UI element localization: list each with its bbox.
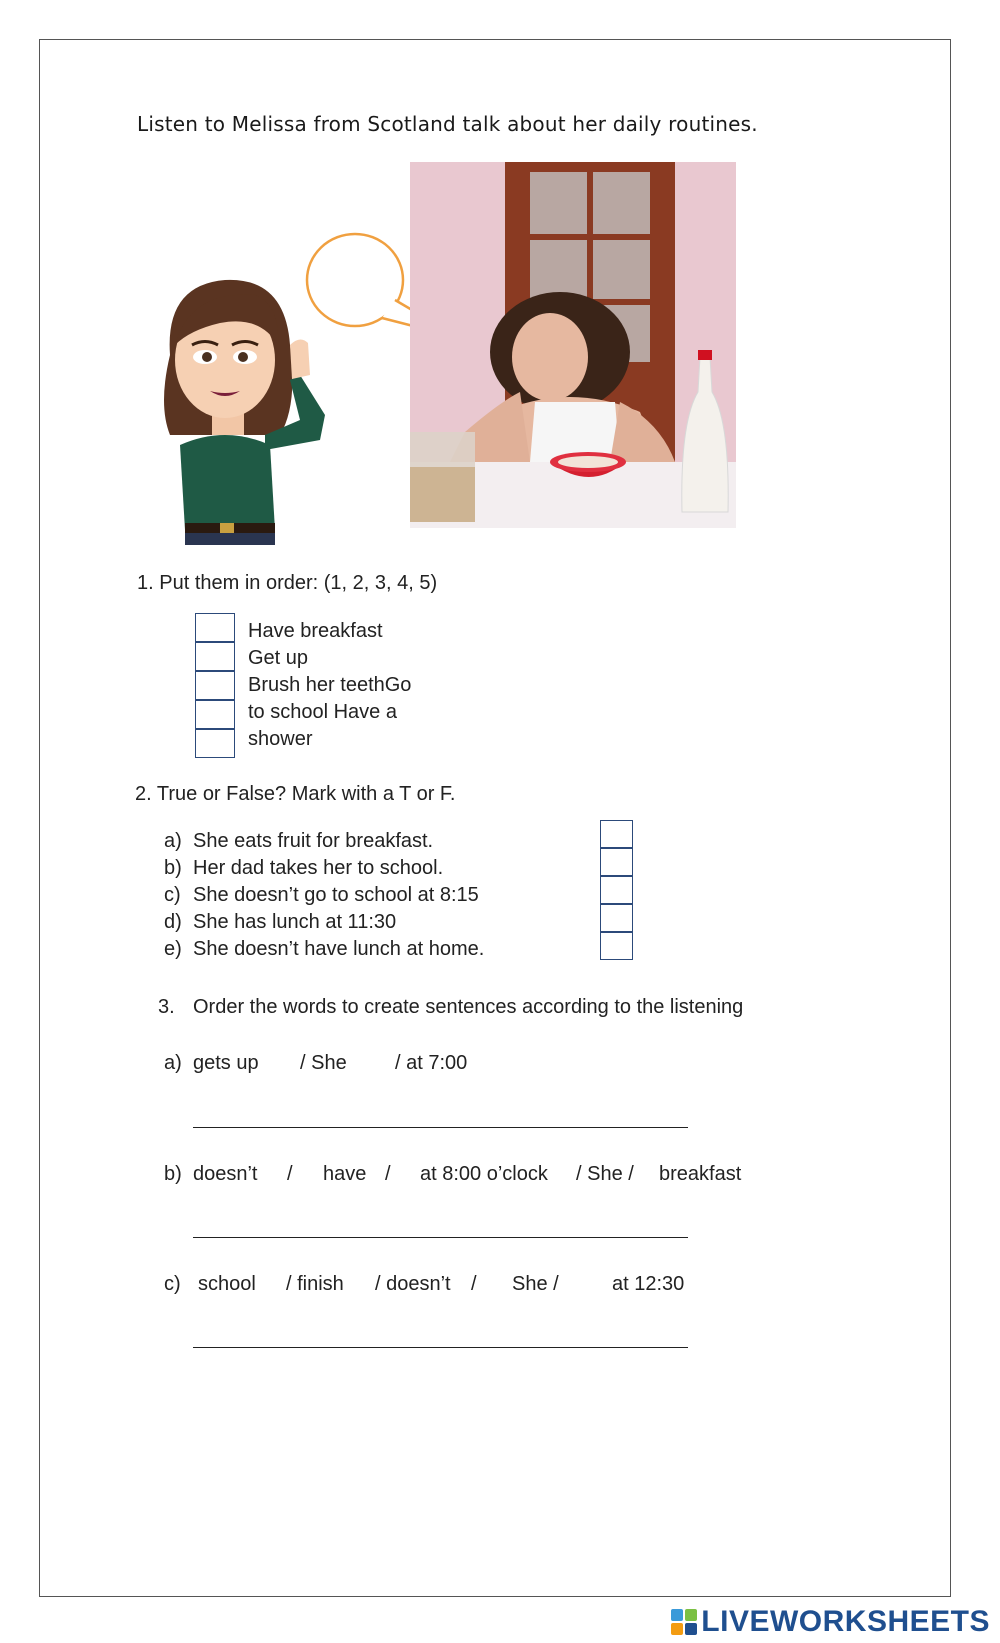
- word-chip: /: [471, 1273, 477, 1295]
- tf-box-b[interactable]: [600, 848, 633, 876]
- question-3-number: 3.: [158, 996, 175, 1018]
- word-chip: doesn’t: [193, 1163, 258, 1185]
- word-chip: She /: [512, 1273, 559, 1295]
- word-chip: have: [323, 1163, 367, 1185]
- order-item-text: Brush her teethGo: [248, 674, 412, 696]
- tf-box-c[interactable]: [600, 876, 633, 904]
- sentence-b-letter: b): [164, 1163, 182, 1185]
- answer-line-a[interactable]: [193, 1127, 688, 1128]
- tf-box-e[interactable]: [600, 932, 633, 960]
- order-box-5[interactable]: [195, 729, 235, 758]
- word-chip: /: [385, 1163, 391, 1185]
- tf-item-text: She doesn’t go to school at 8:15: [193, 884, 479, 906]
- question-3: Order the words to create sentences according to the listening: [193, 996, 744, 1018]
- liveworksheets-logo: [671, 1605, 990, 1639]
- word-chip: / finish: [286, 1273, 344, 1295]
- tf-item-text: She eats fruit for breakfast.: [193, 830, 434, 852]
- logo-grid-icon: [671, 1609, 697, 1635]
- word-chip: / doesn’t: [375, 1273, 451, 1295]
- word-chip: /: [287, 1163, 293, 1185]
- order-item-text: shower: [248, 728, 313, 750]
- order-box-3[interactable]: [195, 671, 235, 700]
- tf-item-text: She doesn’t have lunch at home.: [193, 938, 485, 960]
- word-chip: / at 7:00: [395, 1052, 468, 1074]
- tf-item-letter: c): [164, 884, 181, 906]
- tf-item-letter: d): [164, 911, 182, 933]
- order-item-text: to school Have a: [248, 701, 397, 723]
- word-chip: at 8:00 o’clock: [420, 1163, 548, 1185]
- tf-box-d[interactable]: [600, 904, 633, 932]
- tf-item-letter: a): [164, 830, 182, 852]
- question-2: 2. True or False? Mark with a T or F.: [135, 783, 456, 805]
- question-1: 1. Put them in order: (1, 2, 3, 4, 5): [137, 572, 438, 594]
- brand-name: LIVEWORKSHEETS: [701, 1605, 990, 1638]
- breakfast-photo: [410, 162, 736, 528]
- tf-item-letter: b): [164, 857, 182, 879]
- word-chip: school: [198, 1273, 256, 1295]
- worksheet-title: Listen to Melissa from Scotland talk about her daily routines.: [137, 112, 758, 136]
- order-box-4[interactable]: [195, 700, 235, 729]
- tf-item-text: Her dad takes her to school.: [193, 857, 444, 879]
- order-box-2[interactable]: [195, 642, 235, 671]
- order-item-text: Get up: [248, 647, 309, 669]
- order-item-text: Have breakfast: [248, 620, 383, 642]
- word-chip: / She: [300, 1052, 347, 1074]
- answer-line-c[interactable]: [193, 1347, 688, 1348]
- word-chip: / She /: [576, 1163, 634, 1185]
- answer-line-b[interactable]: [193, 1237, 688, 1238]
- sentence-c-letter: c): [164, 1273, 181, 1295]
- tf-item-letter: e): [164, 938, 182, 960]
- tf-box-a[interactable]: [600, 820, 633, 848]
- order-box-1[interactable]: [195, 613, 235, 642]
- sentence-a-letter: a): [164, 1052, 182, 1074]
- word-chip: gets up: [193, 1052, 259, 1074]
- word-chip: at 12:30: [612, 1273, 685, 1295]
- word-chip: breakfast: [659, 1163, 742, 1185]
- tf-item-text: She has lunch at 11:30: [193, 911, 397, 933]
